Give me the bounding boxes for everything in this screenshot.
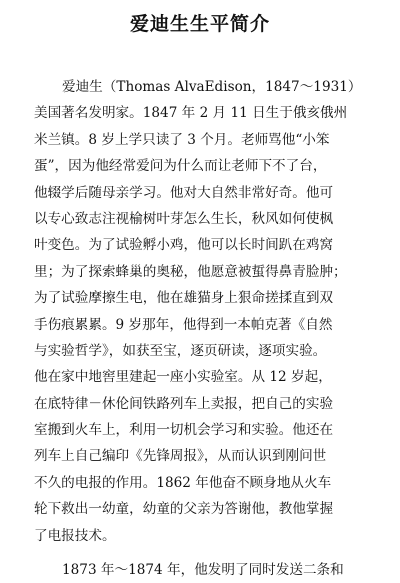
paragraph-line: 1873 年～1874 年，他发明了同时发送二条和 xyxy=(62,562,344,579)
paragraph-line: 以专心致志注视榆树叶芽怎么生长，秋风如何使枫 xyxy=(34,210,334,227)
paragraph-line: 了电报技术。 xyxy=(34,527,116,544)
paragraph-line: 列车上自己编印《先锋周报》，从而认识到刚问世 xyxy=(34,448,327,465)
paragraph-line: 轮下救出一幼童，幼童的父亲为答谢他，教他掌握 xyxy=(34,501,334,518)
page-title: 爱迪生生平简介 xyxy=(129,13,270,35)
paragraph-2 xyxy=(34,557,374,583)
paragraph-line: 蛋”，因为他经常爱问为什么而让老师下不了台， xyxy=(34,158,327,175)
paragraph-line: 在底特律－休伦间铁路列车上卖报，把自己的实验 xyxy=(34,395,334,412)
paragraph-line: 他在家中地窖里建起一座小实验室。从 12 岁起， xyxy=(34,369,332,386)
paragraph-1 xyxy=(34,74,374,549)
paragraph-line: 室搬到火车上，利用一切机会学习和实验。他还在 xyxy=(34,422,334,439)
paragraph-line: 不久的电报的作用。1862 年他奋不顾身地从火车 xyxy=(34,474,332,491)
paragraph-line: 美国著名发明家。1847 年 2 月 11 日生于俄亥俄州 xyxy=(34,105,348,122)
paragraph-line: 他辍学后随母亲学习。他对大自然非常好奇。他可 xyxy=(34,184,334,201)
paragraph-line: 爱迪生（Thomas AlvaEdison，1847～1931） xyxy=(62,79,362,95)
paragraph-line: 米兰镇。8 岁上学只读了 3 个月。老师骂他“小笨 xyxy=(34,131,330,148)
paragraph-line: 与实验哲学》，如获至宝，逐页研读，逐项实验。 xyxy=(34,342,327,359)
body-text xyxy=(34,74,374,583)
paragraph-line: 叶变色。为了试验孵小鸡，他可以长时间趴在鸡窝 xyxy=(34,237,334,254)
paragraph-line: 里；为了探索蜂巢的奥秘，他愿意被蜇得鼻青脸肿； xyxy=(34,263,347,280)
paragraph-line: 手伤痕累累。9 岁那年，他得到一本帕克著《自然 xyxy=(34,316,333,333)
paragraph-line: 为了试验摩擦生电，他在雄猫身上狠命搓揉直到双 xyxy=(34,290,334,307)
